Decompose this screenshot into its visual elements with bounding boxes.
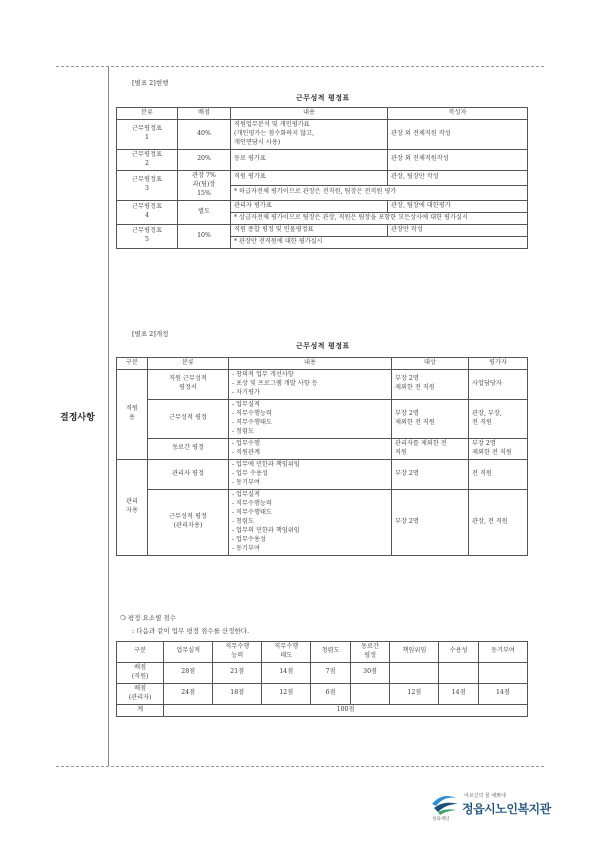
cell-content: 직원업무분석 및 개인평가표 (개인평가는 점수화하지 않고, 개인면담시 사용): [231, 119, 388, 149]
th-target: 대상: [392, 358, 469, 370]
table-row: [117, 369, 528, 399]
cell-rater: 부장 2명 제외한 전 직원: [469, 438, 528, 459]
th-content: 내용: [231, 108, 388, 120]
scores-bullet: ❍ 평정 요소별 점수: [120, 614, 176, 622]
score-header: 책임위임: [390, 642, 439, 663]
score-header: 동기부여: [478, 642, 527, 663]
cell-category: 근무평정표 5: [117, 224, 178, 248]
table-row: [117, 200, 528, 212]
cell-content: - 업무에 민한과 책임위임 - 업무 수용성 - 동기부여: [229, 459, 392, 489]
logo-name: 정읍시노인복지관: [462, 802, 551, 816]
cell-content: - 업무실적 - 직무수행능력 - 직무수행태도 - 청렴도 - 업무의 민한과 책임위임 - 업무수용성 - 동기부여: [229, 489, 392, 555]
cell-group-staff: 직원 용: [117, 369, 148, 459]
score-header: 청렴도: [311, 642, 351, 663]
cell-content: 직원 평가표: [231, 170, 388, 185]
side-label: 결정사항: [60, 413, 95, 423]
cell-category: 근무평정표 1: [117, 119, 178, 149]
logo-emblem-icon: [430, 790, 460, 816]
total-label: 계: [117, 704, 164, 716]
revised-title: 근무성적 평정표: [296, 341, 350, 350]
table-row: [117, 662, 528, 683]
table-row: [117, 170, 528, 185]
th-writer: 작성자: [388, 108, 528, 120]
cell-content: - 업무수행 - 직원관계: [229, 438, 392, 459]
column-divider: [108, 66, 109, 766]
th-group: 구분: [117, 358, 148, 370]
score-cell: [439, 662, 479, 683]
score-cell: [390, 662, 439, 683]
score-cell: 24점: [164, 683, 213, 704]
cell-content: 동료 평가표: [231, 149, 388, 170]
cell-group-manager: 관리 자용: [117, 459, 148, 555]
score-cell: 12점: [262, 683, 311, 704]
table-row: [117, 224, 528, 236]
score-cell: 6점: [311, 683, 351, 704]
table-row: [117, 399, 528, 438]
total-value: 100점: [164, 704, 528, 716]
scores-desc: : 다음과 같이 업무 평정 점수를 산정한다.: [132, 627, 250, 635]
cell-category: 근무평정표 3: [117, 170, 178, 200]
scores-table: [116, 641, 528, 717]
top-divider: [56, 66, 544, 67]
th-cat: 분류: [148, 358, 229, 370]
cell-category: 근무평정표 4: [117, 200, 178, 224]
score-cell: [478, 662, 527, 683]
current-table: [116, 107, 528, 249]
cell-note: * 하급자전체 평가이므로 관장은 전직원, 팀장은 전직원 평가: [231, 185, 528, 200]
cell-category: 근무평정표 2: [117, 149, 178, 170]
cell-content: - 창의적 업무 개선사항 - 포상 및 프로그램 개발 사항 등 - 자기평가: [229, 369, 392, 399]
logo-slogan: 어르신의 꿈 예쁘네: [464, 793, 506, 799]
table-header-row: [117, 642, 528, 663]
cell-note: * 관장만 전직원에 대한 평가실시: [231, 236, 528, 248]
cell-category: 동료간 평정: [148, 438, 229, 459]
cell-score: 20%: [178, 149, 231, 170]
table-row: [117, 119, 528, 149]
score-cell: 7점: [311, 662, 351, 683]
cell-score: 40%: [178, 119, 231, 149]
cell-rater: 관장, 전 직원: [469, 489, 528, 555]
score-header: 구분: [117, 642, 164, 663]
score-cell: 21점: [213, 662, 262, 683]
cell-content: 직원 종합 평정 및 인물평정표: [231, 224, 388, 236]
score-cell: 28점: [164, 662, 213, 683]
cell-category: 근무성적 평정: [148, 399, 229, 438]
cell-rater: 전 직원: [469, 459, 528, 489]
score-cell: 18점: [213, 683, 262, 704]
cell-writer: 관장 외 전체직원 작성: [388, 119, 528, 149]
table-row: [117, 489, 528, 555]
cell-content: - 업무실적 - 직무수행능력 - 직무수행태도 - 청렴도: [229, 399, 392, 438]
score-cell: 14점: [262, 662, 311, 683]
score-header: 직무수행 태도: [262, 642, 311, 663]
cell-category: 근무성적 평정 (관리자용): [148, 489, 229, 555]
score-cell: [350, 683, 390, 704]
score-cell: 배점 (관리자): [117, 683, 164, 704]
revised-caption: [별표 2]개정: [132, 330, 169, 338]
cell-target: 부장 2명: [392, 459, 469, 489]
revised-table: [116, 357, 528, 556]
cell-note: * 상급자전체 평가이므로 팀장은 관장, 직원은 팀장을 포함한 모든상사에 대한 평가실시: [231, 212, 528, 224]
organization-logo: [430, 790, 560, 824]
cell-score: 10%: [178, 224, 231, 248]
score-cell: 14점: [439, 683, 479, 704]
current-caption: [별표 2]현행: [132, 79, 169, 87]
logo-sub: 성육재단: [432, 817, 450, 822]
score-cell: 14점: [478, 683, 527, 704]
cell-target: 부장 2명 제외한 전 직원: [392, 399, 469, 438]
cell-score: 관장 7% 과(팀)장 15%: [178, 170, 231, 200]
cell-score: 별도: [178, 200, 231, 224]
th-content: 내용: [229, 358, 392, 370]
score-cell: 12점: [390, 683, 439, 704]
table-row: [117, 683, 528, 704]
total-row: [117, 704, 528, 716]
cell-writer: 관장, 팀장에 대한평가: [388, 200, 528, 212]
cell-target: 부장 2명: [392, 489, 469, 555]
score-header: 동료간 평정: [350, 642, 390, 663]
score-header: 수용성: [439, 642, 479, 663]
cell-writer: 관장 외 전체직원작성: [388, 149, 528, 170]
score-header: 업무실적: [164, 642, 213, 663]
table-row: [117, 438, 528, 459]
current-title: 근무성적 평정표: [296, 93, 350, 102]
th-score: 배점: [178, 108, 231, 120]
cell-writer: 관장, 팀장만 작성: [388, 170, 528, 185]
cell-category: 직원 근무성적 평정서: [148, 369, 229, 399]
cell-writer: 관장만 작성: [388, 224, 528, 236]
table-row: [117, 149, 528, 170]
bottom-divider: [56, 766, 544, 767]
score-header: 직무수행 능력: [213, 642, 262, 663]
table-row: [117, 459, 528, 489]
score-cell: 배점 (직원): [117, 662, 164, 683]
score-cell: 30점: [350, 662, 390, 683]
cell-rater: 사업담당자: [469, 369, 528, 399]
cell-category: 관리자 평정: [148, 459, 229, 489]
th-cat: 분류: [117, 108, 178, 120]
cell-rater: 관장, 부장, 전 직원: [469, 399, 528, 438]
cell-target: 부장 2명 제외한 전 직원: [392, 369, 469, 399]
cell-target: 관리자를 제외한 전 직원: [392, 438, 469, 459]
th-rater: 평가자: [469, 358, 528, 370]
cell-content: 관리자 평가표: [231, 200, 388, 212]
